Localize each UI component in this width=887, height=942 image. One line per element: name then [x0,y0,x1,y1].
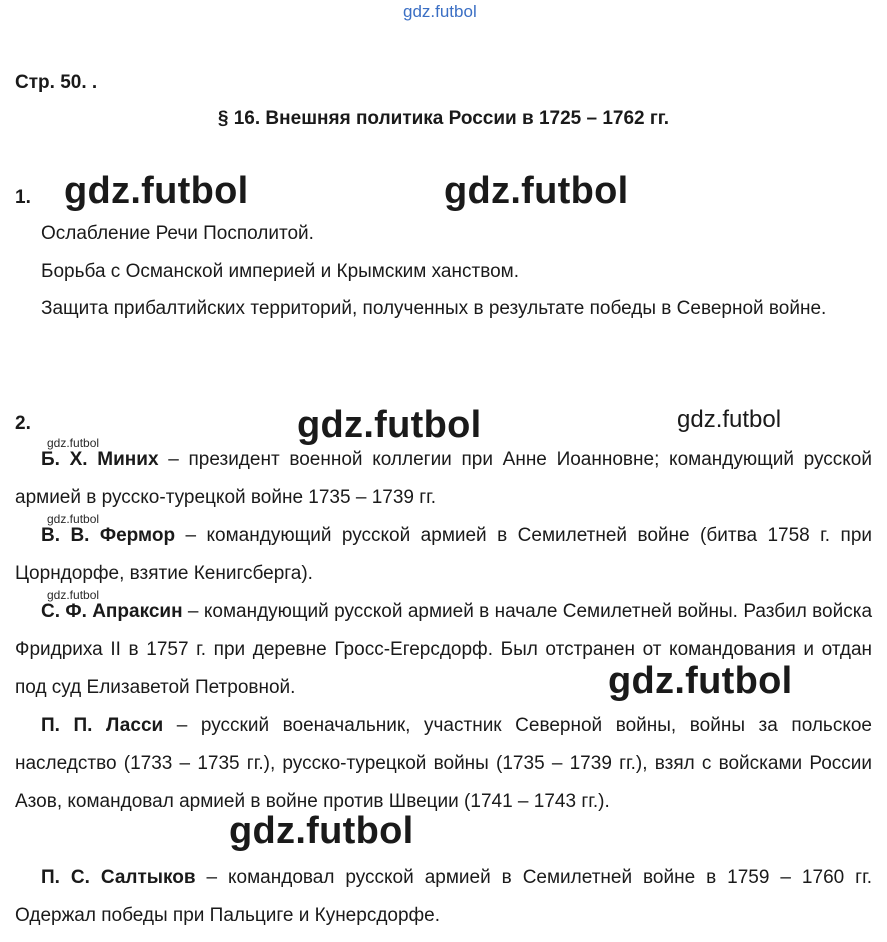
watermark-large: gdz.futbol [64,170,249,212]
watermark-large: gdz.futbol [444,170,629,212]
watermark-small: gdz.futbol [47,588,100,602]
person-description: – командовал русской армией в Семилетней войне в 1759 – 1760 гг. Одержал победы при Пальциге и Кунерсдорфе. [15,867,872,926]
answer-1-item: Ослабление Речи Посполитой. [41,223,314,244]
person-description: – командующий русской армией в Семилетней войне (битва 1758 г. при Цорндорфе, взятие Кенигсберга). [15,525,872,584]
person-description: – командующий русской армией в начале Семилетней войны. Разбил войска Фридриха II в 1757 г. при деревне Гросс-Егерсдорф. Был отстранен от командования и отдан под суд Елизаветой Петровной. [15,601,873,698]
section-heading: § 16. Внешняя политика России в 1725 – 1762 гг. [217,108,670,129]
watermark-large: gdz.futbol [229,810,414,852]
watermark-medium: gdz.futbol [677,406,782,433]
watermark-large: gdz.futbol [608,660,793,702]
person-name: Б. Х. Миних [41,449,159,470]
answer-1-item: Борьба с Османской империей и Крымским ханством. [41,261,519,282]
person-description: – президент военной коллегии при Анне Иоанновне; командующий русской армией в русско-турецкой войне 1735 – 1739 гг. [15,449,872,508]
watermark-large: gdz.futbol [297,404,482,446]
answer-1-item: Защита прибалтийских территорий, полученных в результате победы в Северной войне. [41,298,827,319]
answer-2-entry [15,517,872,593]
answer-2-entry [15,707,872,821]
person-description: – русский военачальник, участник Северной войны, войны за польское наследство (1733 – 1735 гг.), русско-турецкой войны (1735 – 1739 гг.), взял с войсками России Азов, командовал армией в войне против Швеции (1741 – 1743 гг.). [15,715,872,812]
answer-2-entry [15,441,872,517]
top-watermark: gdz.futbol [403,2,477,21]
question-1-number: 1. [15,187,31,208]
person-name: П. С. Салтыков [41,867,196,888]
person-name: В. В. Фермор [41,525,176,546]
person-name: С. Ф. Апраксин [41,601,183,622]
watermark-small: gdz.futbol [47,436,100,450]
page-label: Стр. 50. . [15,72,98,93]
question-2-number: 2. [15,413,31,434]
answer-2-entry [15,859,872,935]
watermark-small: gdz.futbol [47,512,100,526]
person-name: П. П. Ласси [41,715,164,736]
